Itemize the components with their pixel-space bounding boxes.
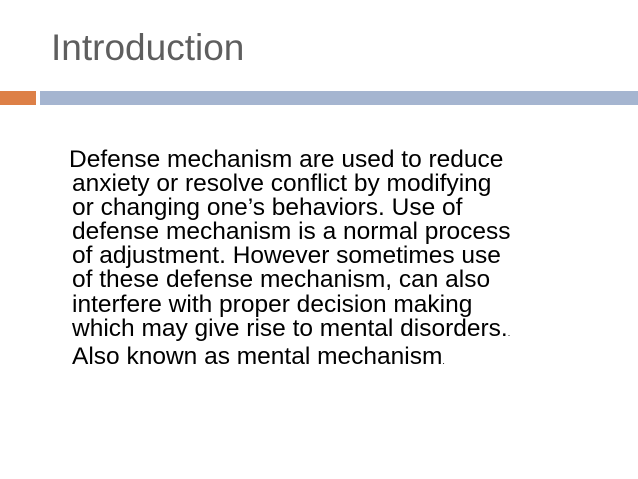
body-line: defense mechanism is a normal process <box>72 218 511 246</box>
small-period: . <box>507 327 511 338</box>
title-accent-bar <box>0 91 36 105</box>
body-line: Defense mechanism are used to reduce <box>69 146 504 173</box>
body-line: interfere with proper decision making <box>72 290 473 318</box>
title-divider-bar <box>40 91 638 105</box>
body-line-text: which may give rise to mental disorders. <box>72 314 508 342</box>
body-paragraph <box>60 148 620 373</box>
body-line: anxiety or resolve conflict by modifying <box>72 170 492 198</box>
body-line-with-small-period <box>60 342 620 373</box>
body-line: of adjustment. However sometimes use <box>72 242 501 270</box>
body-line-with-small-period <box>60 314 620 345</box>
slide-title: Introduction <box>51 27 245 68</box>
small-period: . <box>442 355 445 366</box>
body-line-text: Also known as mental mechanism <box>72 342 443 370</box>
body-line: or changing one’s behaviors. Use of <box>72 194 463 222</box>
body-line: of these defense mechanism, can also <box>72 266 491 294</box>
